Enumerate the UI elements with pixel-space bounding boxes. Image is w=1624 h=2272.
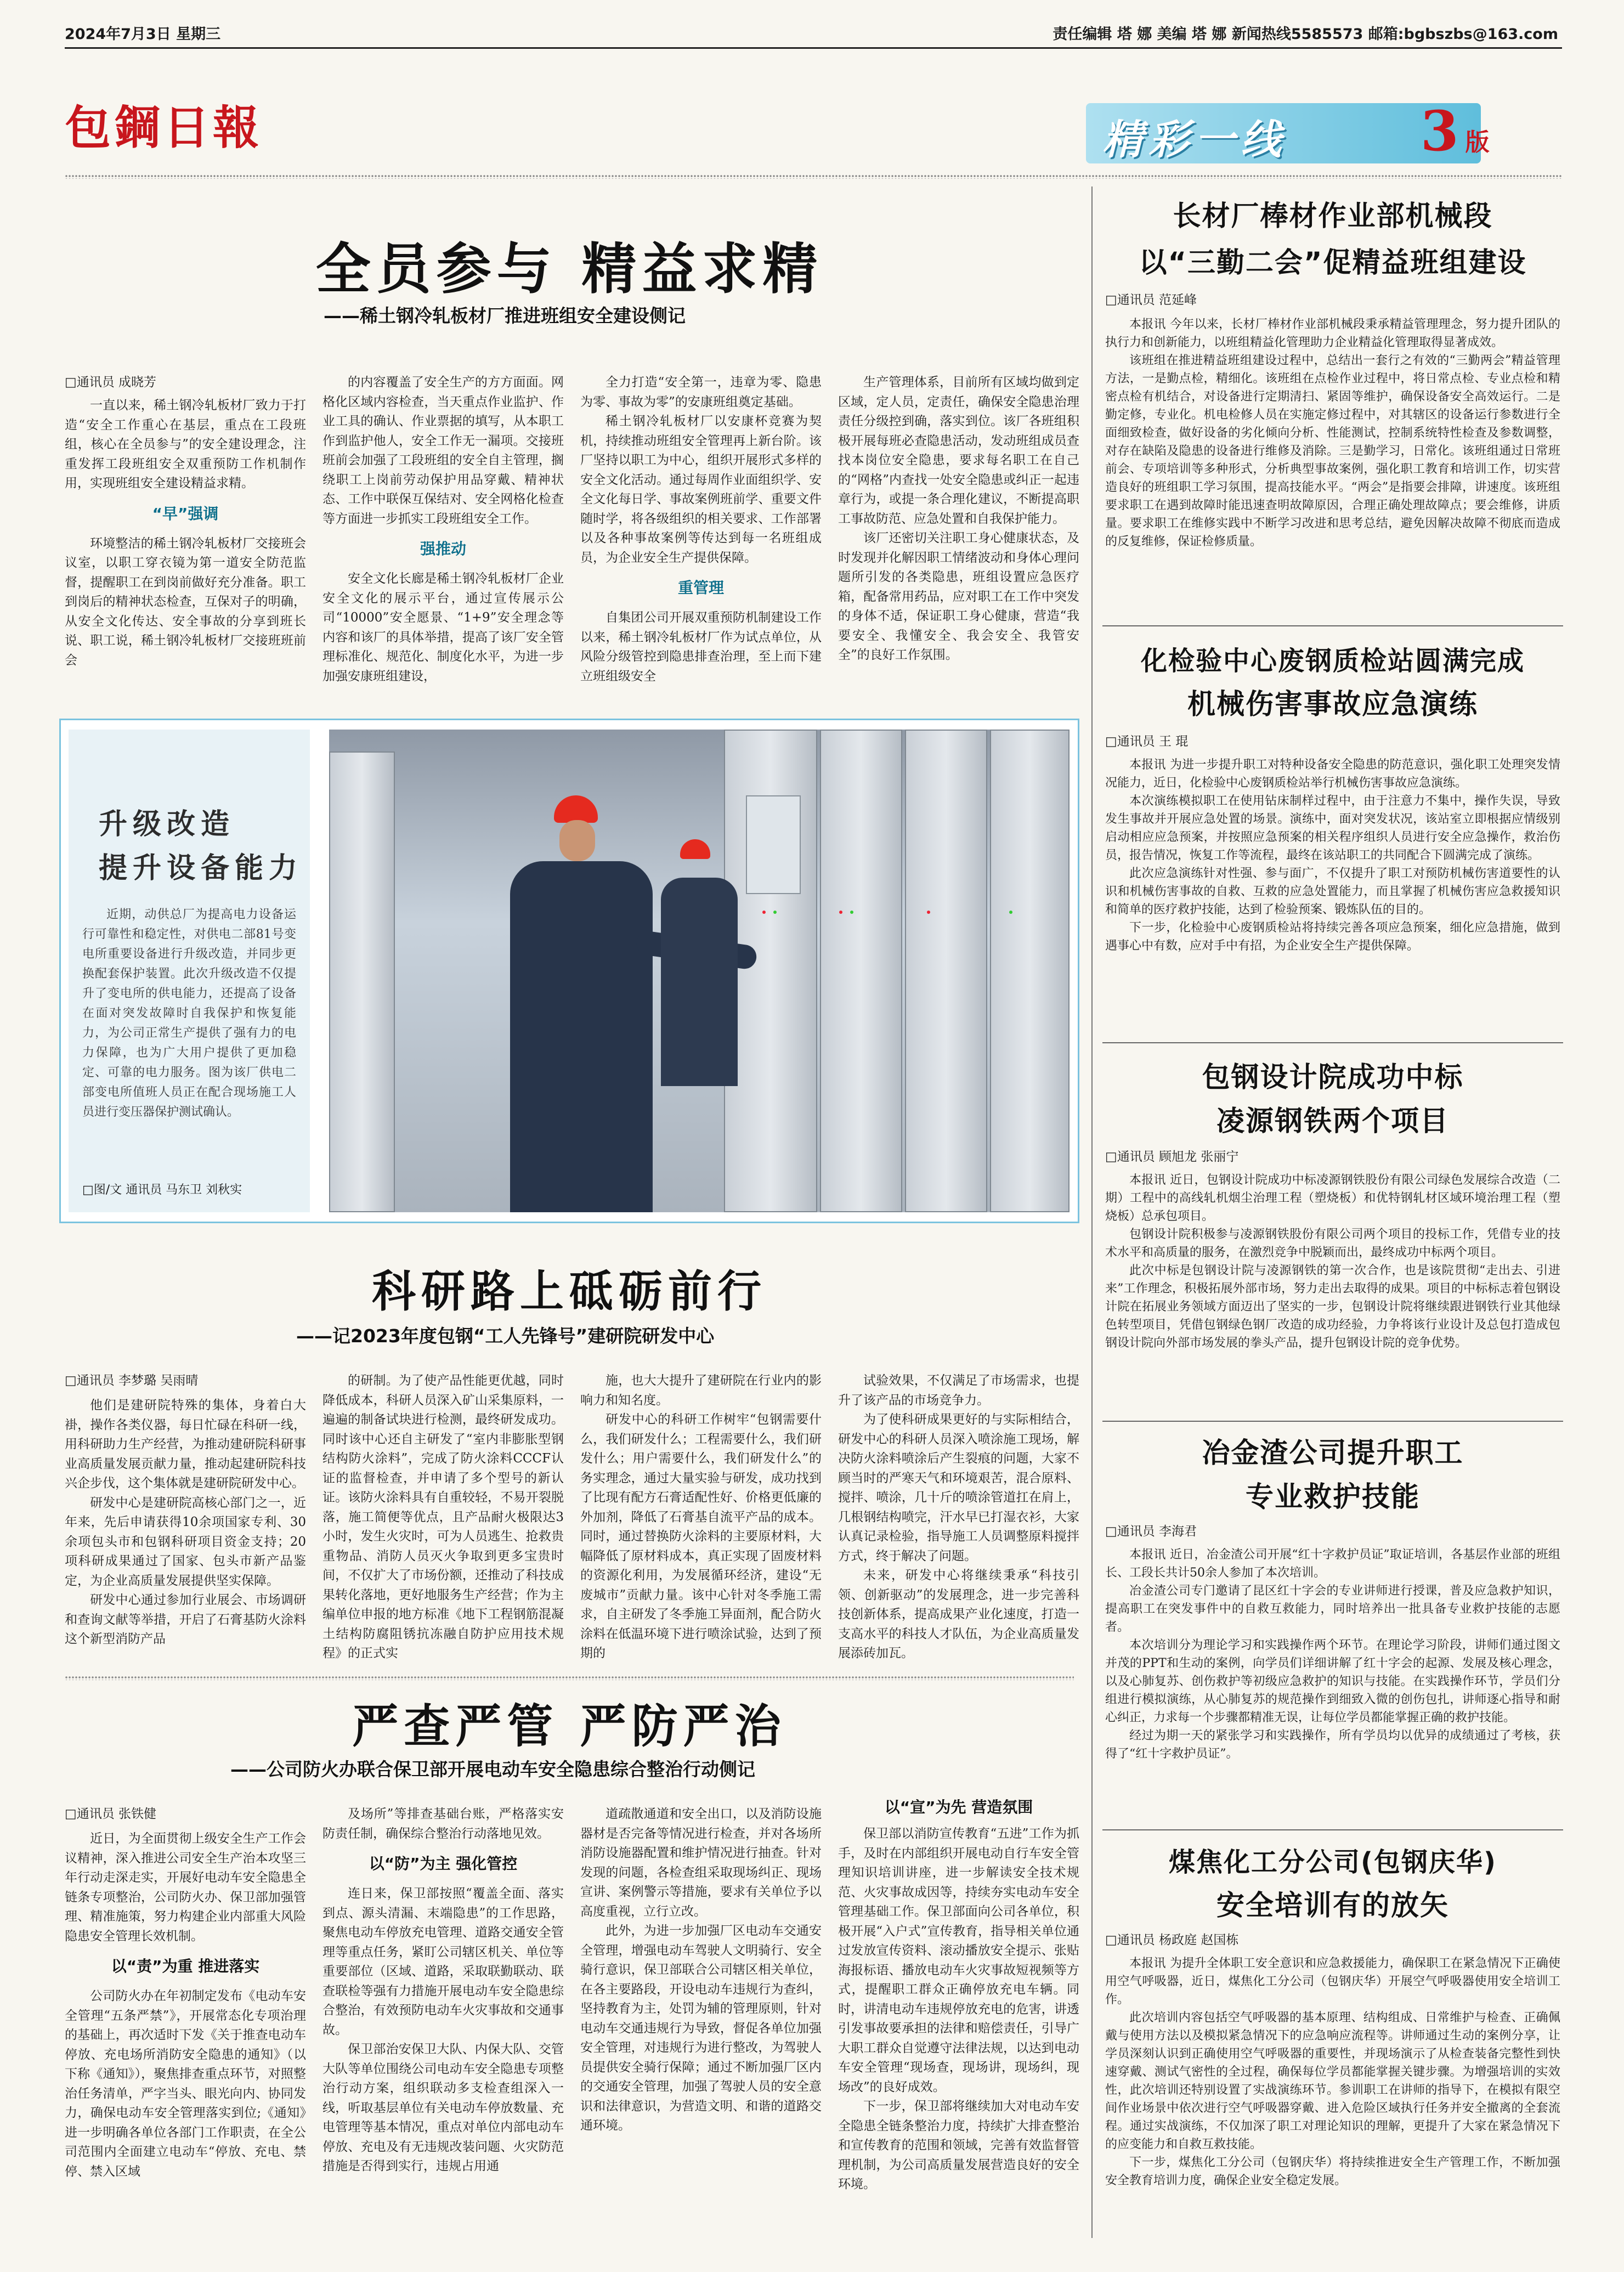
r3-title-1: 包钢设计院成功中标: [1202, 1061, 1464, 1094]
a3-c1b-p0: 公司防火办在年初制定发布《电动车安全管理“五条严禁”》，开展常态化专项治理的基础上，再次适时下发《关于推查电动车停放、充电场所消防安全隐患的通知》（以下称《通知》），聚焦排查重点环节，对照整治任务清单，严字当头、眼光向内、协同发力，确保电动车安全管理落实到位;《通知》进一步明确各单位各部门工作职责，在全公司范围内全面建立电动车“停放、充电、禁停、禁入区域: [65, 1989, 306, 2179]
cabinet-3: [905, 730, 987, 1212]
cabinet-2: [820, 730, 902, 1212]
a3-subtitle: ——公司防火办联合保卫部开展电动车安全隐患综合整治行动侧记: [230, 1759, 755, 1780]
a3-byline: □通讯员 张铁健: [65, 1807, 157, 1821]
r5-title-2: 安全培训有的放矢: [1216, 1890, 1449, 1922]
worker2-body: [661, 878, 738, 1086]
cabinet-4: [990, 730, 1070, 1212]
r1-title-1: 长材厂棒材作业部机械段: [1173, 200, 1493, 233]
photo-title-1: 升级改造: [99, 807, 235, 841]
r5-p2: 下一步，煤焦化工分公司（包钢庆华）将持续推进安全生产管理工作，不断加强安全教育培训力度，确保企业安全稳定发展。: [1105, 2156, 1560, 2188]
a1-heading-zao: “早”强调: [152, 504, 219, 523]
photo-credit: □图/文 通讯员 马东卫 刘秋实: [82, 1183, 242, 1197]
worker-head: [559, 820, 595, 861]
a2-c3-p1: 研发中心的科研工作树牢“包钢需要什么，我们研发什么；工程需要什么，我们研发什么；用户需要什么，我们研发什么”的务实理念，通过大量实验与研发，成功找到了比现有配方石膏适配性好、价格更低廉的外加剂，降低了石膏基自流平产品的成本。同时，通过替换防火涂料的主要原材料，大幅降低了原材料成本，真正实现了固废材料的资源化利用，为发展循环经济，建设“无废城市”贡献力量。该中心针对冬季施工需求，自主研发了冬季施工异面剂，配合防火涂料在低温环境下进行喷涂试验，达到了预期的: [580, 1412, 822, 1660]
a1-c3-p1: 稀土钢冷轧板材厂以安康杯竞赛为契机，持续推动班组安全管理再上新台阶。该厂坚持以职工为中心，组织开展形式多样的安全文化活动。通过每周作业面组织学、安全文化每日学、事故案例班前学、重要文件随时学，将各级组织的相关要求、工作部署以及各种事故案例等传达到每一名班组成员，为企业安全生产提供保障。: [580, 414, 822, 565]
r3-p1: 包钢设计院积极参与凌源钢铁股份有限公司两个项目的投标工作，凭借专业的技术水平和高质量的服务，在激烈竞争中脱颖而出，最终成功中标两个项目。: [1105, 1228, 1560, 1259]
r5-p0: 本报讯 为提升全体职工安全意识和应急救援能力，确保职工在紧急情况下正确使用空气呼吸器，近日，煤焦化工分公司（包钢庆华）开展空气呼吸器使用安全培训工作。: [1105, 1957, 1560, 2007]
a2-subtitle: ——记2023年度包钢“工人先锋号”建研院研发中心: [296, 1325, 715, 1347]
a2-c2-p0: 的研制。为了使产品性能更优越，同时降低成本，科研人员深入矿山采集原料，一遍遍的制备试块进行检测，最终研发成功。同时该中心还自主研发了“室内非膨胀型钢结构防火涂料”，完成了防火涂料CCCF认证的监督检查，并申请了多个型号的新认证。该防火涂料具有自重较轻，不易开裂脱落，施工简便等优点，且产品耐火极限达3小时，发生火灾时，可为人员逃生、抢救贵重物品、消防人员灭火争取到更多宝贵时间，不仅扩大了市场份额，还推动了科技成果转化落地，更好地服务生产经营；作为主编单位申报的地方标准《地下工程钢筋混凝土结构防腐阻锈抗冻融自防护应用技术规程》的正式实: [322, 1374, 564, 1660]
cabinet-panel: [746, 795, 801, 894]
a2-byline: □通讯员 李梦璐 吴雨晴: [65, 1374, 199, 1388]
a3-heading-ze: 以“责”为重 推进落实: [111, 1957, 260, 1975]
worker2-helmet: [680, 839, 710, 859]
a1-byline: □通讯员 成晓芳: [65, 375, 157, 389]
r4-title-1: 冶金渣公司提升职工: [1202, 1437, 1464, 1470]
a1-heading-tui: 强推动: [420, 540, 466, 558]
paper-logo: 包鋼日報: [65, 100, 263, 155]
a3-c2b-p0: 连日来，保卫部按照“覆盖全面、落实到点、源头清漏、末端隐患”的工作思路，聚焦电动车停放充电管理、道路交通安全管理等重点任务，紧盯公司辖区机关、单位等重要部位（区域、道路，采取联勤联动、联查联检等强有力措施开展电动车安全隐患综合整治，有效预防电动车火灾事故和交通事故。: [322, 1886, 564, 2037]
r2-p2: 此次应急演练针对性强、参与面广，不仅提升了职工对预防机械伤害道要性的认识和机械伤害事故的自救、互救的应急处置能力，而且掌握了机械伤害应急救援知识和简单的医疗救护技能，达到了检验预案、锻炼队伍的目的。: [1105, 867, 1560, 917]
worker-body: [510, 861, 653, 1212]
r1-p1: 该班组在推进精益班组建设过程中，总结出一套行之有效的“三勤两会”精益管理方法，一是勤点检，精细化。该班组在点检作业过程中，将日常点检、专业点检和精密点检有机结合，对设备进行定期清扫、紧固等维护，确保设备安全高效运行。二是勤定修，专业化。机电检修人员在实施定修过程中，对其辖区的设备运行参数进行全面细致检查，做好设备的劣化倾向分析、性能测试，控制系统特性检查及参数调整，对存在缺陷及隐患的设备进行维修及消除。三是勤学习，日常化。该班组通过日常班前会、专项培训等多种形式，分析典型事故案例，强化职工教育和培训工作，切实营造良好的班组职工学习氛围，提高技能水平。“两会”是指要会排障，讲速度。该班组要求职工在遇到故障时能迅速查明故障原因，合理正确处理故障点；要会维修，讲质量。要求职工在维修实践中不断学习改进和思考总结，避免因解决故障不彻底而造成的反复维修，保证检修质量。: [1105, 354, 1560, 549]
a2-c1-p2: 研发中心通过参加行业展会、市场调研和查询文献等举措，开启了石膏基防火涂料这个新型消防产品: [65, 1593, 306, 1646]
a3-c2b-p1: 保卫部治安保卫大队、内保大队、交管大队等单位围绕公司电动车安全隐患专项整治行动方案，组织联动多支检查组深入一线，听取基层单位有关电动车停放数量、充电管理等基本情况，重点对单位内部电动车停放、充电及有无违规改装问题、火灾防范措施是否得到实行，违规占用通: [322, 2042, 564, 2173]
cabinet-left: [329, 751, 395, 1212]
a3-c2-p0: 及场所”等排查基础台账，严格落实安防责任制，确保综合整治行动落地见效。: [322, 1807, 564, 1841]
section-name: 精彩一线: [1102, 116, 1287, 163]
a1-c4-p1: 该厂还密切关注职工身心健康状态，及时发现并化解因职工情绪波动和身体心理问题所引发的各类隐患，班组设置应急医疗箱，配备常用药品，应对职工在工作中突发的身体不适，保证职工身心健康，营造“我要安全、我懂安全、我会安全、我管安全”的良好工作氛围。: [838, 531, 1079, 662]
a3-c4-p1: 下一步，保卫部将继续加大对电动车安全隐患全链条整治力度，持续扩大排查整治和宣传教育的范围和领域，完善有效监督管理机制，为公司高质量发展营造良好的安全环境。: [838, 2099, 1079, 2191]
a3-title: 严查严管 严防严治: [352, 1699, 786, 1753]
page-number: [1421, 99, 1490, 163]
a1-c1b-p0: 环境整洁的稀土钢冷轧板材厂交接班会议室，以职工穿衣镜为第一道安全防范监督，提醒职工在到岗前做好充分准备。职工到岗后的精神状态检查，互保对子的明确，从安全文化传达、安全事故的分享到班长说、职工说，稀土钢冷轧板材厂交接班班前会: [65, 536, 306, 668]
r2-title-2: 机械伤害事故应急演练: [1187, 688, 1478, 721]
a3-heading-fang: 以“防”为主 强化管控: [369, 1855, 518, 1873]
a3-heading-xuan: 以“宣”为先 营造氛围: [884, 1798, 1033, 1816]
a2-c1-p0: 他们是建研院特殊的集体，身着白大褂，操作各类仪器，每日忙碌在科研一线，用科研助力生产经营，为推动建研院科研事业高质量发展贡献力量，推动起建研院科技兴企步伐，这个集体就是建研院研发中心。: [65, 1398, 306, 1490]
a1-c4-p0: 生产管理体系，目前所有区域均做到定区域，定人员，定责任，确保安全隐患治理责任分级控到确，落实到位。该厂各班组积极开展每班必查隐患活动，发动班组成员查找本岗位安全隐患，要求每名职工在自己的“网格”内查找一处安全隐患或纠正一起违章行为，或提一条合理化建议，不断提高职工事故防范、应急处置和自我保护能力。: [838, 375, 1079, 526]
r5-p1: 此次培训内容包括空气呼吸器的基本原理、结构组成、日常维护与检查、正确佩戴与使用方法以及模拟紧急情况下的应急响应流程等。讲师通过生动的案例分享，让学员深刻认识到正确使用空气呼吸器的重要性，并现场演示了从检查装备完整性到快速穿戴、测试气密性的全过程，确保每位学员都能掌握关键步骤。为增强培训的实效性，此次培训还特别设置了实战演练环节。参训职工在讲师的指导下，在模拟有限空间作业场景中依次进行空气呼吸器穿戴、进入危险区域执行任务并安全撤离的全套流程。通过实战演练，不仅加深了职工对理论知识的理解，更提升了大家在紧急情况下的应变能力和自救互救技能。: [1105, 2011, 1560, 2151]
page-number-value: 3: [1421, 99, 1459, 163]
r2-title-1: 化检验中心废钢质检站圆满完成: [1140, 646, 1525, 676]
header-editor: 责任编辑 塔 娜 美编 塔 娜 新闻热线5585573 邮箱:bgbszbs@163.com: [1053, 26, 1558, 43]
r4-p3: 经过为期一天的紧张学习和实践操作，所有学员均以优异的成绩通过了考核，获得了“红十字救护员证”。: [1105, 1729, 1560, 1761]
r2-p0: 本报讯 为进一步提升职工对特种设备安全隐患的防范意识，强化职工处理突发情况能力，近日，化检验中心废钢质检站举行机械伤害事故应急演练。: [1105, 758, 1560, 790]
r4-p2: 本次培训分为理论学习和实践操作两个环节。在理论学习阶段，讲师们通过图文并茂的PPT和生动的案例，向学员们详细讲解了红十字会的起源、发展及核心理念，以及心肺复苏、创伤救护等初级应急救护的知识与技能。在实践操作环节，学员们分组进行模拟演练，从心肺复苏的规范操作到细致入微的创伤包扎，讲师逐心指导和耐心纠正，力求每一个步骤都精准无误，让每位学员都能掌握正确的救护技能。: [1105, 1638, 1560, 1725]
r3-p2: 此次中标是包钢设计院与凌源钢铁的第一次合作，也是该院贯彻“走出去、引进来”工作理念，积极拓展外部市场，努力走出去取得的成果。项目的中标标志着包钢设计院在拓展业务领域方面迈出了坚实的一步，包钢设计院将继续跟进钢铁行业其他绿色转型项目，凭借包钢绿色钢厂改造的成功经验，力争将该行业设计及总包打造成包钢设计院向外部市场发展的拳头产品，提升包钢设计院的竞争优势。: [1105, 1264, 1560, 1350]
worker-helmet: [554, 795, 598, 823]
header-date: 2024年7月3日 星期三: [65, 26, 221, 43]
a2-c1-p1: 研发中心是建研院高核心部门之一，近年来，先后申请获得10余项国家专利、30余项包头市和包钢科研项目资金支持；20项科研成果通过了国家、包头市新产品鉴定，为企业高质量发展提供坚实保障。: [65, 1495, 306, 1588]
photo-image: [329, 730, 1070, 1212]
photo-caption: 近期，动供总厂为提高电力设备运行可靠性和稳定性，对供电二部81号变电所重要设备进行升级改造，并同步更换配套保护装置。此次升级改造不仅提升了变电所的供电能力，还提高了设备在面对突发故障时自我保护和恢复能力，为公司正常生产提供了强有力的电力保障，也为广大用户提供了更加稳定、可靠的电力服务。图为该厂供电二部变电所值班人员正在配合现场施工人员进行变压器保护测试确认。: [82, 908, 296, 1119]
a3-c1-p0: 近日，为全面贯彻上级安全生产工作会议精神，深入推进公司安全生产治本攻坚三年行动走深走实，开展好电动车安全隐患全链条专项整治，公司防火办、保卫部加强管理、精准施策，努力构建企业内部重大风险隐患安全管理长效机制。: [65, 1832, 306, 1943]
r4-p1: 冶金渣公司专门邀请了昆区红十字会的专业讲师进行授课，普及应急救护知识，提高职工在突发事件中的自救互救能力，同时培养出一批具备专业救护技能的志愿者。: [1105, 1584, 1560, 1634]
r1-byline: □通讯员 范延峰: [1105, 293, 1197, 307]
r2-p3: 下一步，化检验中心废钢质检站将持续完善各项应急预案，细化应急措施，做到遇事心中有数，应对手中有招，为企业安全生产提供保障。: [1105, 921, 1560, 953]
a1-c2-p0: 的内容覆盖了安全生产的方方面面。网格化区域内容检查，当天重点作业监护、作业工具的确认、作业票据的填写，从本职工作到监护他人，安全工作无一漏项。交接班班前会加强了工段班组的安全自主管理，搁绕职工上岗前劳动保护用品穿戴、精神状态、工作中联保互保结对、安全网格化检查等方面进一步抓实工段班组安全工作。: [322, 375, 564, 526]
r3-p0: 本报讯 近日，包钢设计院成功中标凌源钢铁股份有限公司绿色发展综合改造（二期）工程中的高线轧机烟尘治理工程（塑烧板）和优特钢轧材区域环境治理工程（塑烧板）总承包项目。: [1105, 1173, 1560, 1223]
a2-title: 科研路上砥砺前行: [372, 1266, 767, 1317]
a1-c2b-p0: 安全文化长廊是稀土钢冷轧板材厂企业安全文化的展示平台，通过宣传展示公司“10000”安全愿景、“1+9”安全理念等内容和该厂的具体举措，提高了该厂安全管理标准化、规范化、制度化水平，为进一步加强安康班组建设，: [322, 572, 564, 683]
r3-title-2: 凌源钢铁两个项目: [1216, 1105, 1449, 1138]
a2-c3-p0: 施，也大大提升了建研院在行业内的影响力和知名度。: [580, 1374, 822, 1408]
a3-c4-p0: 保卫部以消防宣传教育“五进”工作为抓手，及时在内部组织开展电动自行车安全管理知识培训讲座，进一步解读安全技术规范、火灾事故成因等，持续夯实电动车安全管理基础工作。保卫部面向公司各单位，积极开展“入户式”宣传教育，指导相关单位通过发放宣传资料、滚动播放安全提示、张贴海报标语、播放电动车火灾事故短视频等方式，提醒职工群众正确停放充电车辆。同时，讲清电动车违规停放充电的危害，讲透引发事故要承担的法律和赔偿责任，引导广大职工群众自觉遵守法律法规，以达到电动车安全管理“现场查，现场讲，现场纠，现场改”的良好成效。: [838, 1827, 1079, 2094]
a1-subtitle: ——稀土钢冷轧板材厂推进班组安全建设侧记: [324, 305, 686, 326]
r5-byline: □通讯员 杨政庭 赵国栋: [1105, 1933, 1239, 1947]
r1-title-2: 以“三勤二会”促精益班组建设: [1139, 247, 1527, 279]
a1-title: 全员参与 精益求精: [315, 237, 823, 301]
a1-c1-p0: 一直以来，稀土钢冷轧板材厂致力于打造“安全工作重心在基层，重点在工段班组，核心在全员参与”的安全建设理念，注重发挥工段班组安全双重预防工作机制作用，实现班组安全建设精益求精。: [65, 398, 306, 490]
r4-byline: □通讯员 李海君: [1105, 1524, 1197, 1539]
r4-title-2: 专业救护技能: [1245, 1481, 1420, 1513]
a1-c3-p0: 全力打造“安全第一，违章为零、隐患为零、事故为零”的安康班组奠定基础。: [580, 375, 822, 409]
a2-c4-p0: 试验效果，不仅满足了市场需求，也提升了该产品的市场竞争力。: [838, 1374, 1079, 1408]
r3-byline: □通讯员 顾旭龙 张丽宁: [1105, 1150, 1239, 1164]
a1-heading-guan: 重管理: [677, 579, 724, 597]
a2-c4-p1: 为了使科研成果更好的与实际相结合，研发中心的科研人员深入喷涂施工现场，解决防火涂料喷涂后产生裂痕的问题，大家不顾当时的严寒天气和环境艰苦，混合原料、搅拌、喷涂，几十斤的喷涂管道扛在肩上，几根钢结构喷完，汗水早已打湿衣衫，大家认真记录检验，指导施工人员调整原料搅拌方式，终于解决了问题。: [838, 1412, 1079, 1563]
photo-title-2: 提升设备能力: [99, 851, 303, 885]
r4-p0: 本报讯 近日，冶金渣公司开展“红十字救护员证”取证培训，各基层作业部的班组长、工段长共计50余人参加了本次培训。: [1105, 1548, 1560, 1580]
r2-p1: 本次演练模拟职工在使用钻床制样过程中，由于注意力不集中，操作失误，导致发生事故并开展应急处置的场景。演练中，面对突发状况，该站室立即根据应情级别启动相应应急预案，并按照应急预案的相关程序组织人员进行安全应急操作，救治伤员，报告情况，恢复工作等流程，最终在该站职工的共同配合下圆满完成了演练。: [1105, 794, 1560, 862]
a2-c4-p2: 未来，研发中心将继续秉承“科技引领、创新驱动”的发展理念，进一步完善科技创新体系，提高成果产业化速度，打造一支高水平的科技人才队伍，为企业高质量发展添砖加瓦。: [838, 1568, 1079, 1660]
a1-c3b-p0: 自集团公司开展双重预防机制建设工作以来，稀土钢冷轧板材厂作为试点单位，从风险分级管控到隐患排查治理，至上而下建立班组级安全: [580, 611, 822, 683]
a3-c3-p0: 道疏散通道和安全出口，以及消防设施器材是否完备等情况进行检查，并对各场所消防设施器配置和维护情况进行抽查。针对发现的问题，各检查组采取现场纠正、现场宣讲、案例警示等措施，要求有关单位予以高度重视，立行立改。: [580, 1807, 822, 1919]
page-number-unit: 版: [1465, 128, 1490, 156]
r1-p0: 本报讯 今年以来，长材厂棒材作业部机械段秉承精益管理理念，努力提升团队的执行力和创新能力，以班组精益化管理助力企业精益化管理取得显著成效。: [1105, 318, 1560, 349]
a3-c3-p1: 此外，为进一步加强厂区电动车交通安全管理，增强电动车驾驶人文明骑行、安全骑行意识，保卫部联合公司辖区相关单位，在各主要路段，开设电动车违规行为查纠，坚持教育为主，处罚为辅的管理原则，针对电动车交通违规行为导致，督促各单位加强安全管理，对违规行为进行整改，为驾驶人员提供安全骑行保障；通过不断加强厂区内的交通安全管理，加强了驾驶人员的安全意识和法律意识，为营造文明、和谐的道路交通环境。: [580, 1924, 822, 2133]
a1-col1: [65, 396, 306, 494]
r2-byline: □通讯员 王 琨: [1105, 734, 1189, 749]
r5-title-1: 煤焦化工分公司(包钢庆华): [1169, 1847, 1497, 1878]
